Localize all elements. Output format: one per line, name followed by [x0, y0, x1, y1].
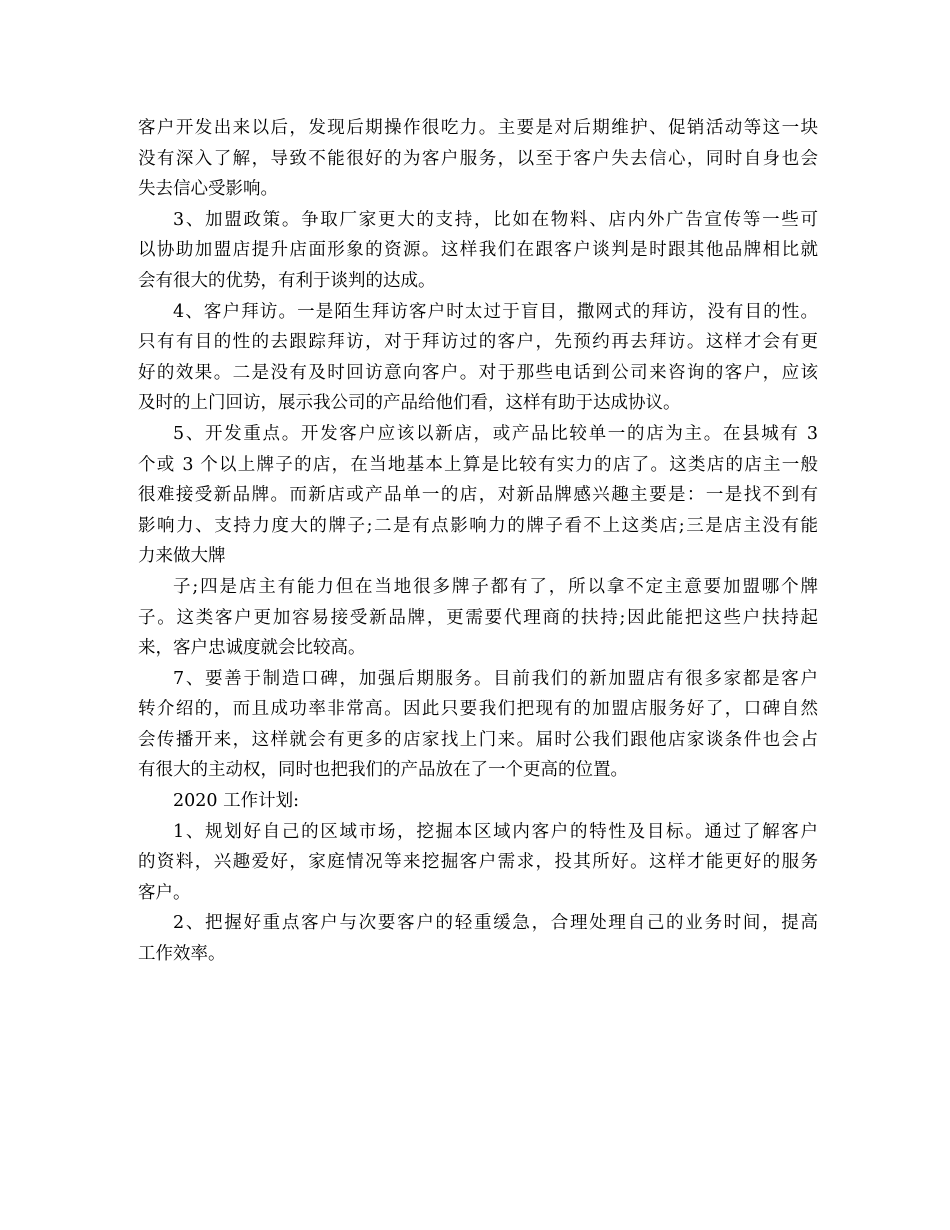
text-line: 有很大的主动权，同时也把我们的产品放在了一个更高的位置。	[138, 760, 628, 781]
text-line: 2、把握好重点客户与次要客户的轻重缓急，合理处理自己的业务时间，提高	[173, 913, 818, 934]
text-line: 转介绍的，而且成功率非常高。因此只要我们把现有的加盟店服务好了，口碑自然	[138, 699, 818, 720]
text-line: 力来做大牌	[138, 546, 226, 567]
text-line: 5、开发重点。开发客户应该以新店，或产品比较单一的店为主。在县城有 3	[173, 423, 818, 444]
text-line: 的资料，兴趣爱好，家庭情况等来挖掘客户需求，投其所好。这样才能更好的服务	[138, 852, 818, 873]
text-line: 4、客户拜访。一是陌生拜访客户时太过于盲目，撒网式的拜访，没有目的性。	[173, 301, 818, 322]
paragraph-key-customers	[138, 908, 818, 969]
paragraph-word-of-mouth	[138, 664, 818, 786]
text-line: 失去信心受影响。	[138, 179, 278, 200]
text-line: 1、规划好自己的区域市场，挖掘本区域内客户的特性及目标。通过了解客户	[173, 821, 818, 842]
text-line: 影响力、支持力度大的牌子;二是有点影响力的牌子看不上这类店;三是店主没有能	[138, 515, 818, 536]
paragraph-development-focus	[138, 419, 818, 572]
paragraph-regional-market	[138, 817, 818, 909]
paragraph-franchise-policy	[138, 205, 818, 297]
document-body	[138, 113, 818, 970]
paragraph-customer-visits	[138, 297, 818, 419]
text-line: 及时的上门回访，展示我公司的产品给他们看，这样有助于达成协议。	[138, 393, 681, 414]
text-line: 只有有目的性的去跟踪拜访，对于拜访过的客户，先预约再去拜访。这样才会有更	[138, 332, 818, 353]
text-line: 子。这类客户更加容易接受新品牌，更需要代理商的扶持;因此能把这些户扶持起	[138, 607, 818, 628]
text-line: 工作效率。	[138, 944, 226, 965]
text-line: 个或 3 个以上牌子的店，在当地基本上算是比较有实力的店了。这类店的店主一般	[138, 454, 818, 475]
text-line: 7、要善于制造口碑，加强后期服务。目前我们的新加盟店有很多家都是客户	[173, 668, 818, 689]
text-line: 子;四是店主有能力但在当地很多牌子都有了，所以拿不定主意要加盟哪个牌	[173, 576, 818, 597]
text-line: 没有深入了解，导致不能很好的为客户服务，以至于客户失去信心，同时自身也会	[138, 148, 818, 169]
text-line: 会有很大的优势，有利于谈判的达成。	[138, 270, 436, 291]
text-line: 3、加盟政策。争取厂家更大的支持，比如在物料、店内外广告宣传等一些可	[173, 209, 818, 230]
section-heading-work-plan	[138, 786, 818, 817]
text-line: 好的效果。二是没有及时回访意向客户。对于那些电话到公司来咨询的客户，应该	[138, 362, 818, 383]
text-line: 客户。	[138, 882, 191, 903]
text-line: 客户开发出来以后，发现后期操作很吃力。主要是对后期维护、促销活动等这一块	[138, 118, 818, 138]
paragraph-brand-continuation	[138, 572, 818, 664]
text-line: 2020 工作计划:	[173, 791, 299, 812]
text-line: 很难接受新品牌。而新店或产品单一的店，对新品牌感兴趣主要是：一是找不到有	[138, 485, 818, 506]
text-line: 来，客户忠诚度就会比较高。	[138, 638, 366, 659]
text-line: 会传播开来，这样就会有更多的店家找上门来。届时公我们跟他店家谈条件也会占	[138, 729, 818, 750]
paragraph-customer-development	[138, 113, 818, 205]
text-line: 以协助加盟店提升店面形象的资源。这样我们在跟客户谈判是时跟其他品牌相比就	[138, 240, 818, 261]
